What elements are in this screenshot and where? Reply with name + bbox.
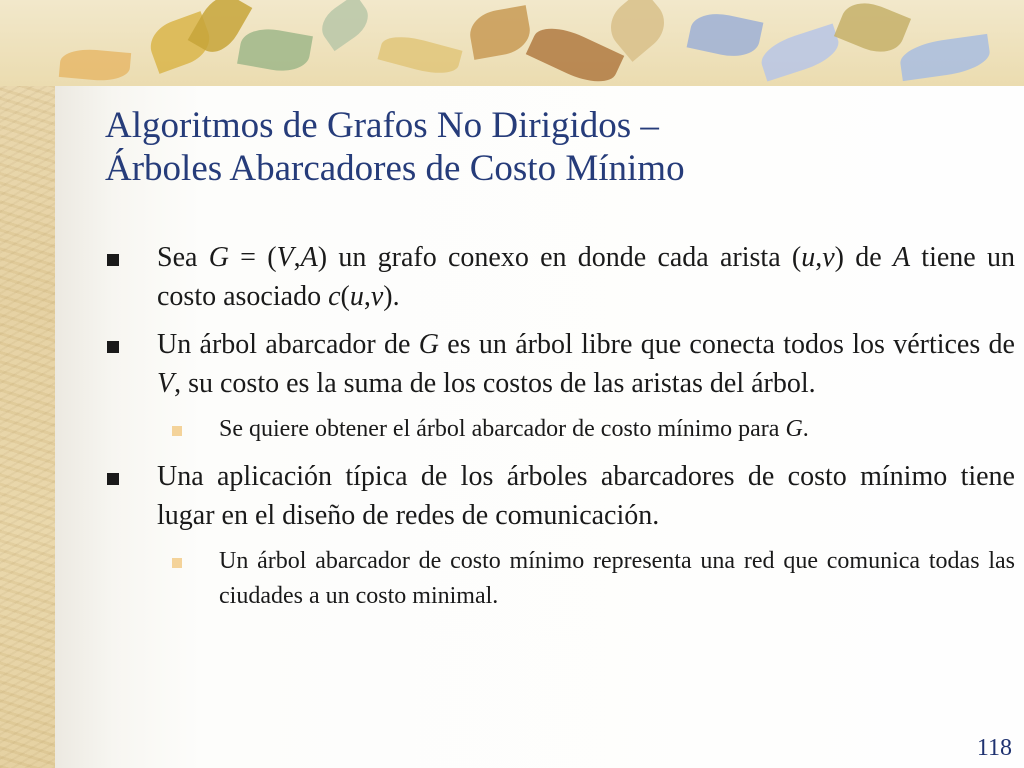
title-line-2: Árboles Abarcadores de Costo Mínimo [105, 148, 685, 189]
bullet-text: Una aplicación típica de los árboles abarcadores de costo mínimo tiene lugar en el diseño de redes de comunicación. [157, 461, 1015, 531]
bullet-text: es un árbol libre que conecta todos los vértices de [439, 329, 1015, 360]
bullet-text: G [418, 329, 439, 360]
bullet-text: c [328, 281, 341, 312]
bullet-text: , [363, 281, 371, 312]
bullet-item [105, 238, 1015, 316]
bullet-text: , [815, 242, 823, 273]
bullet-text: V [276, 242, 294, 273]
bullet-text: Un árbol abarcador de [157, 329, 419, 360]
bullet-text: ). [383, 281, 400, 312]
left-decorative-strip [0, 0, 55, 768]
bullet-text: ( [340, 281, 350, 312]
bullet-text: , [293, 242, 301, 273]
bullet-text: v [370, 281, 384, 312]
title-line-1: Algoritmos de Grafos No Dirigidos – [105, 105, 659, 146]
page-number: 118 [976, 735, 1012, 761]
bullet-item [105, 457, 1015, 535]
top-decorative-banner [0, 0, 1024, 86]
bullet-text: A [300, 242, 318, 273]
bullet-text: v [822, 242, 835, 273]
bullet-text: G [785, 416, 803, 442]
bullet-text: , su costo es la suma de los costos de las aristas del árbol. [174, 368, 816, 399]
bullet-list [105, 238, 1015, 624]
bullet-text: G [208, 242, 229, 273]
bullet-text: ) de [834, 242, 893, 273]
bullet-text: = ( [228, 242, 277, 273]
sub-bullet-item [167, 412, 1015, 447]
bullet-text: V [157, 368, 175, 399]
bullet-text: u [349, 281, 364, 312]
bullet-text: Se quiere obtener el árbol abarcador de costo mínimo para [219, 416, 786, 442]
bullet-text: tiene un costo asociado [157, 242, 1015, 312]
bullet-text: A [892, 242, 911, 273]
bullet-text: ) un grafo conexo en donde cada arista ( [317, 242, 802, 273]
bullet-text: u [801, 242, 816, 273]
bullet-item [105, 325, 1015, 403]
bullet-text: . [802, 416, 809, 442]
sub-bullet-item [167, 544, 1015, 614]
bullet-text: Un árbol abarcador de costo mínimo representa una red que comunica todas las ciudades a un costo minimal. [219, 548, 1015, 609]
slide-title [105, 104, 985, 190]
bullet-text: Sea [157, 242, 209, 273]
